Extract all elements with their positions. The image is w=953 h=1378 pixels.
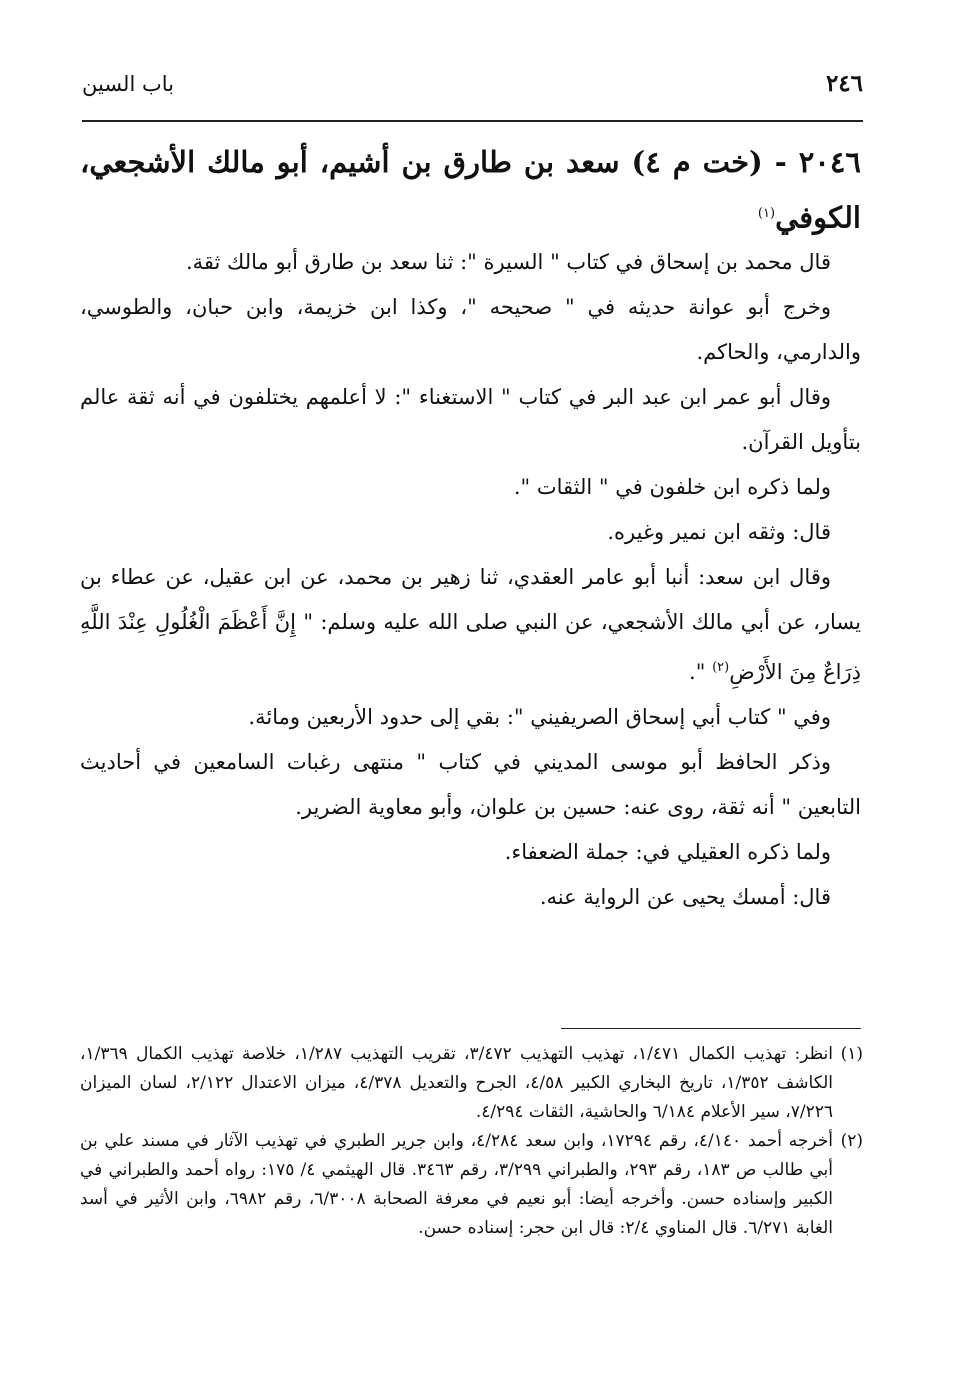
paragraph: ولما ذكره العقيلي في: جملة الضعفاء. [504, 840, 831, 864]
paragraph: وقال أبو عمر ابن عبد البر في كتاب " الاستغناء ": لا أعلمهم يختلفون في أنه ثقة عالم بتأويل القرآن. [80, 385, 861, 454]
footnote [80, 1127, 863, 1243]
footnote-ref-1: (١) [757, 206, 776, 221]
paragraph: وفي " كتاب أبي إسحاق الصريفيني ": بقي إلى حدود الأربعين ومائة. [248, 705, 831, 729]
paragraph: وخرج أبو عوانة حديثه في " صحيحه "، وكذا ابن خزيمة، وابن حبان، والطوسي، والدارمي، والحاكم. [80, 295, 861, 364]
footnote-text: أخرجه أحمد ٤/١٤٠، رقم ١٧٢٩٤، وابن سعد ٤/٢٨٤، وابن جرير الطبري في تهذيب الآثار في مسند علي بن أبي طالب ص ١٨٣، رقم ٢٩٣، والطبراني ٣/٢٩٩، رقم ٣٤٦٣. قال الهيثمي ٤/ ١٧٥: رواه أحمد والطبراني في الكبير وإسناده حسن. وأخرجه أيضا: أبو نعيم في معرفة الصحابة ٦/٣٠٠٨، رقم ٦٩٨٢، وابن الأثير في أسد الغابة ٦/٢٧١. قال المناوي ٢/٤: قال ابن حجر: إسناده حسن. [80, 1131, 834, 1238]
paragraph: وذكر الحافظ أبو موسى المديني في كتاب " منتهى رغبات السامعين في أحاديث التابعين " أنه ثقة، روى عنه: حسين بن علوان، وأبو معاوية الضرير. [80, 750, 861, 819]
hadith-closing: ". [689, 660, 713, 684]
hadith-paragraph [80, 555, 861, 695]
footnotes [80, 1040, 863, 1243]
hadith-text: وقال ابن سعد: أنبا أبو عامر العقدي، ثنا زهير بن محمد، عن ابن عقيل، عن عطاء بن يسار، عن أبي مالك الأشجعي، عن النبي صلى الله عليه وسلم: " إِنَّ أَعْظَمَ الْغُلُولِ عِنْدَ اللَّهِ ذِرَاعٌ مِنَ الأَرْضِ [80, 565, 861, 684]
entry-body [80, 240, 861, 920]
footnote-ref-2: (٢) [712, 660, 730, 675]
footnote [80, 1040, 863, 1127]
entry-heading [80, 136, 861, 244]
paragraph: قال محمد بن إسحاق في كتاب " السيرة ": ثنا سعد بن طارق أبو مالك ثقة. [185, 250, 831, 274]
page-number: ٢٤٦ [825, 70, 863, 97]
footnote-number: (١) [840, 1044, 863, 1064]
entry-heading-text: ٢٠٤٦ - (خت م ٤) سعد بن طارق بن أشيم، أبو مالك الأشجعي، الكوفي [80, 145, 861, 235]
footnote-number: (٢) [840, 1131, 864, 1151]
chapter-title: باب السين [82, 72, 174, 96]
header-rule [82, 120, 863, 122]
paragraph: قال: أمسك يحيى عن الرواية عنه. [539, 885, 831, 909]
footnote-text: انظر: تهذيب الكمال ١/٤٧١، تهذيب التهذيب ٣/٤٧٢، تقريب التهذيب ١/٢٨٧، خلاصة تهذيب الكمال ١/٣٦٩، الكاشف ١/٣٥٢، تاريخ البخاري الكبير ٤/٥٨، الجرح والتعديل ٤/٣٧٨، ميزان الاعتدال ٢/١٢٢، لسان الميزان ٧/٢٢٦، سير الأعلام ٦/١٨٤ والحاشية، الثقات ٤/٢٩٤. [80, 1044, 833, 1122]
paragraph: ولما ذكره ابن خلفون في " الثقات ". [513, 475, 831, 499]
footnote-separator [561, 1028, 861, 1029]
running-header [82, 68, 863, 110]
paragraph: قال: وثقه ابن نمير وغيره. [607, 520, 831, 544]
